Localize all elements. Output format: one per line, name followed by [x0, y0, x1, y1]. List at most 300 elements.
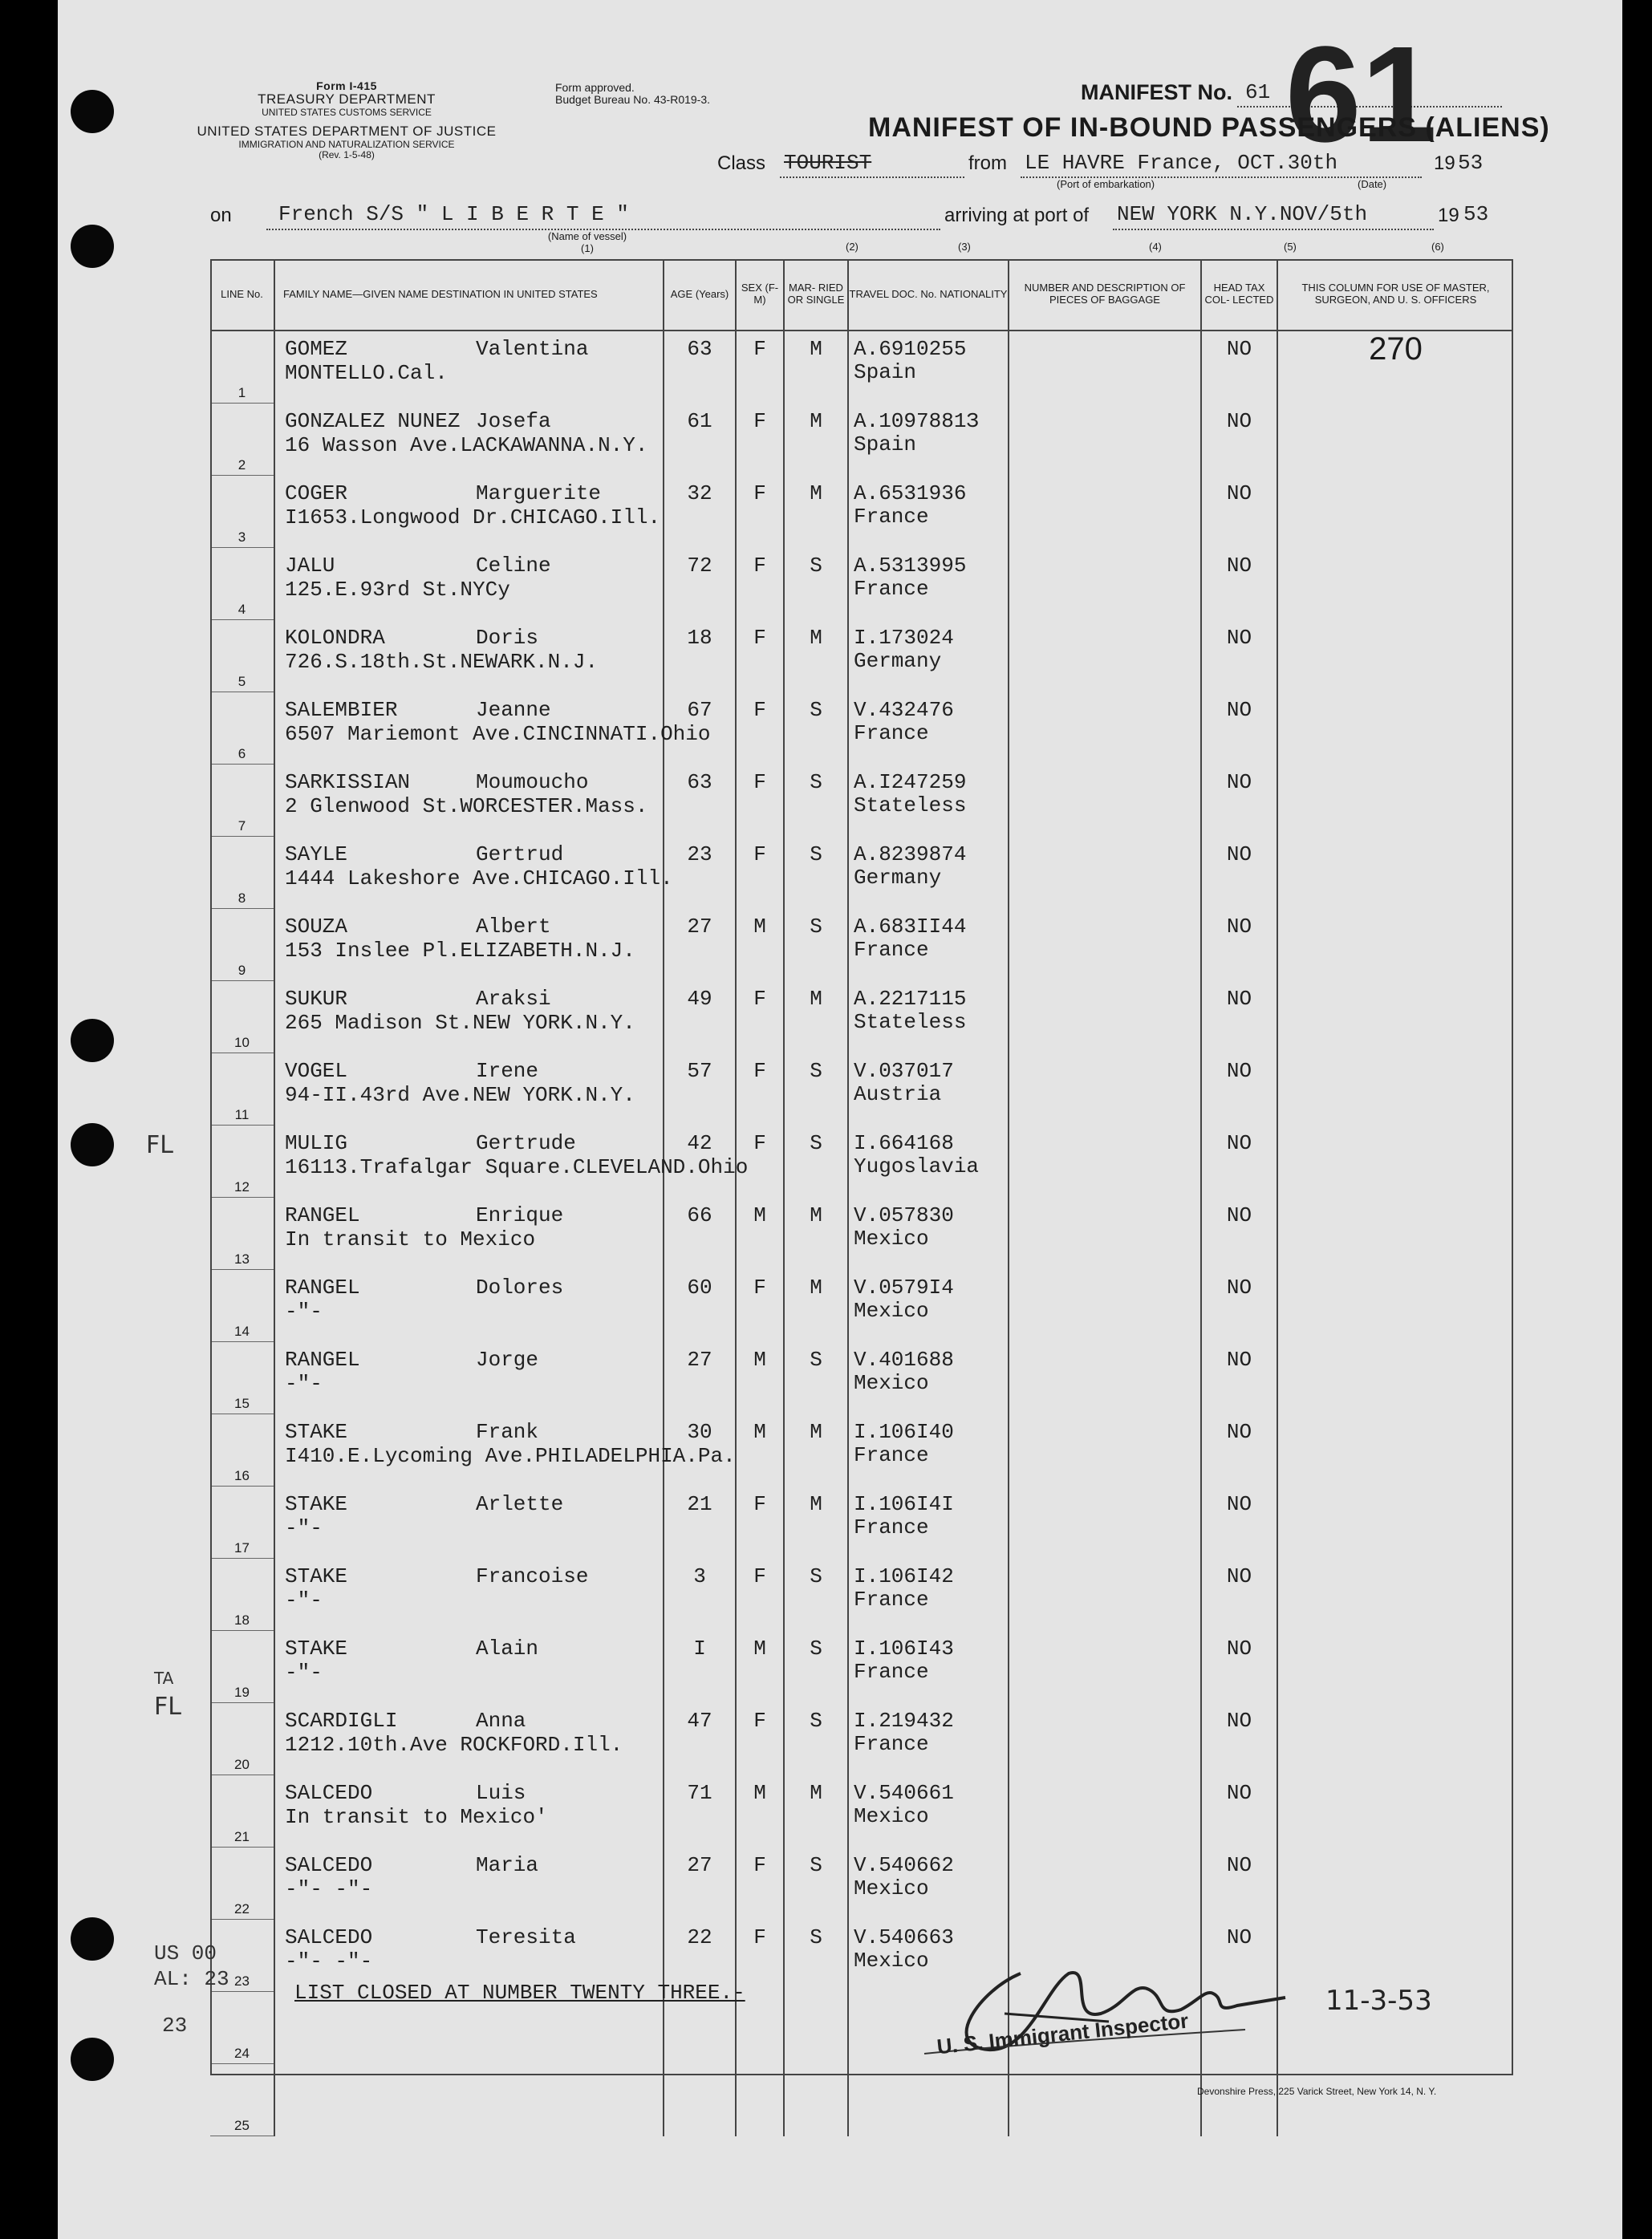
sex: F: [753, 553, 766, 578]
marital-status: S: [810, 1636, 822, 1661]
age: 27: [687, 1852, 712, 1877]
passenger-table: [210, 259, 1513, 2136]
col-line-no: LINE No.: [210, 259, 274, 331]
head-tax: NO: [1226, 1491, 1252, 1516]
marital-status: S: [810, 553, 822, 578]
travel-doc: V.057830: [854, 1203, 954, 1227]
table-row: [210, 1342, 1513, 1414]
remarks: [1277, 1559, 1513, 1631]
line-number: 16: [210, 1414, 274, 1487]
line-number: 19: [210, 1631, 274, 1703]
line-number: 5: [210, 620, 274, 692]
col-travel-doc: TRAVEL DOC. No. NATIONALITY: [848, 259, 1009, 331]
name-cell: [274, 331, 664, 404]
age: 57: [687, 1058, 712, 1083]
binder-hole: [71, 1917, 114, 1961]
sex: M: [753, 1780, 766, 1805]
age: 63: [687, 769, 712, 794]
family-name: STAKE: [285, 1636, 348, 1661]
line-number: 3: [210, 476, 274, 548]
marital-status: S: [810, 914, 822, 939]
family-name: STAKE: [285, 1419, 348, 1444]
sex: F: [753, 481, 766, 505]
age: [664, 2064, 735, 2071]
margin-stamp-2: AL: 23: [154, 1967, 229, 1991]
head-tax: NO: [1226, 1130, 1252, 1155]
family-name: COGER: [285, 481, 348, 505]
nationality: Mexico: [854, 1803, 929, 1828]
sex: F: [753, 1491, 766, 1516]
baggage-cell: [1009, 1848, 1201, 1920]
inspector-signature: [908, 1941, 1518, 2078]
table-row: [210, 404, 1513, 476]
marital-status: S: [810, 1925, 822, 1949]
table-row: [210, 1053, 1513, 1126]
year1-prefix: 19: [1434, 152, 1455, 174]
age: 60: [687, 1275, 712, 1300]
name-cell: [274, 765, 664, 837]
age: 23: [687, 842, 712, 866]
nationality: Yugoslavia: [854, 1154, 980, 1178]
given-name: Albert: [476, 914, 551, 939]
nationality: Mexico: [854, 1948, 929, 1973]
head-tax: NO: [1226, 1925, 1252, 1949]
travel-doc: A.6910255: [854, 337, 967, 361]
manifest-title: MANIFEST OF IN-BOUND PASSENGERS (ALIENS): [868, 112, 1550, 143]
line-number: 4: [210, 548, 274, 620]
baggage-cell: [1009, 1053, 1201, 1126]
destination: 125.E.93rd St.NYCy: [285, 577, 510, 602]
name-cell: [274, 1559, 664, 1631]
nationality: France: [854, 1442, 929, 1467]
head-tax: NO: [1226, 1419, 1252, 1444]
marital-status: M: [810, 986, 822, 1011]
travel-doc: A.2217115: [854, 986, 967, 1011]
line-number: 11: [210, 1053, 274, 1126]
remarks: [1277, 981, 1513, 1053]
remarks: [1277, 404, 1513, 476]
treasury-dept: TREASURY DEPARTMENT: [258, 91, 436, 107]
age: 42: [687, 1130, 712, 1155]
line-number: 18: [210, 1559, 274, 1631]
age: 63: [687, 337, 712, 361]
destination: 6507 Mariemont Ave.CINCINNATI.Ohio: [285, 721, 711, 746]
name-cell: [274, 620, 664, 692]
age: 49: [687, 986, 712, 1011]
vessel-caption: [531, 230, 643, 254]
nationality: Stateless: [854, 1009, 967, 1034]
given-name: Maria: [476, 1852, 539, 1877]
head-tax: NO: [1226, 1708, 1252, 1733]
baggage-cell: [1009, 1270, 1201, 1342]
given-name: Alain: [476, 1636, 539, 1661]
name-cell: [274, 476, 664, 548]
given-name: Irene: [476, 1058, 539, 1083]
sex: F: [753, 1708, 766, 1733]
given-name: Enrique: [476, 1203, 564, 1227]
customs-service: UNITED STATES CUSTOMS SERVICE: [262, 107, 432, 119]
sex: M: [753, 1636, 766, 1661]
travel-doc: A.5313995: [854, 553, 967, 578]
baggage-cell: [1009, 981, 1201, 1053]
marital-status: M: [810, 337, 822, 361]
sex: F: [753, 625, 766, 650]
marital-status: M: [810, 1203, 822, 1227]
col-name: FAMILY NAME—GIVEN NAME DESTINATION IN UNITED STATES: [274, 259, 664, 331]
given-name: Teresita: [476, 1925, 576, 1949]
head-tax: NO: [1226, 481, 1252, 505]
name-cell: [274, 2064, 664, 2136]
sex: M: [753, 1419, 766, 1444]
family-name: SCARDIGLI: [285, 1708, 398, 1733]
travel-doc: A.1097881З: [854, 408, 980, 433]
travel-doc: I.106I42: [854, 1564, 954, 1588]
year1-suffix: 53: [1458, 151, 1484, 175]
travel-doc: A.683II44: [854, 914, 967, 939]
port-caption: (Port of embarkation): [1057, 178, 1155, 190]
remarks: [1277, 765, 1513, 837]
given-name: Araksi: [476, 986, 551, 1011]
table-row: [210, 765, 1513, 837]
sex: F: [753, 1275, 766, 1300]
family-name: STAKE: [285, 1564, 348, 1588]
travel-doc: V.432476: [854, 697, 954, 722]
year2-suffix: 53: [1463, 202, 1489, 226]
destination: 2 Glenwood St.WORCESTER.Mass.: [285, 793, 648, 818]
given-name: Gertrude: [476, 1130, 576, 1155]
travel-doc: I.219432: [854, 1708, 954, 1733]
remarks: [1277, 476, 1513, 548]
age: 27: [687, 1347, 712, 1372]
destination: 153 Inslee Pl.ELIZABETH.N.J.: [285, 938, 635, 963]
table-row: [210, 692, 1513, 765]
inspector-title: U. S. Immigrant Inspector: [936, 2008, 1190, 2059]
col-no-4: (4): [1149, 241, 1162, 253]
binder-hole: [71, 2038, 114, 2081]
destination: -"- -"-: [285, 1876, 373, 1901]
family-name: MULIG: [285, 1130, 348, 1155]
col-sex: SEX (F-M): [736, 259, 784, 331]
name-cell: [274, 1053, 664, 1126]
line-number: 8: [210, 837, 274, 909]
baggage-cell: [1009, 476, 1201, 548]
given-name: Valentina: [476, 337, 589, 361]
travel-doc: A.8239874: [854, 842, 967, 866]
vessel-caption-no: (1): [581, 242, 594, 254]
sex: M: [753, 914, 766, 939]
table-row: [210, 1414, 1513, 1487]
name-cell: [274, 1487, 664, 1559]
table-row: [210, 837, 1513, 909]
given-name: Josefa: [476, 408, 551, 433]
remarks: [1277, 548, 1513, 620]
nationality: France: [854, 504, 929, 529]
arriving-value: NEW YORK N.Y.NOV/5th: [1117, 202, 1368, 226]
sex: F: [753, 1564, 766, 1588]
table-row: [210, 1126, 1513, 1198]
margin-stamp-1: US 00: [154, 1941, 217, 1965]
marital-status: M: [810, 625, 822, 650]
head-tax: NO: [1226, 625, 1252, 650]
margin-fl-1: FL: [146, 1131, 173, 1159]
name-cell: [274, 548, 664, 620]
table-row: [210, 1631, 1513, 1703]
col-married: MAR- RIED OR SINGLE: [784, 259, 848, 331]
nationality: Germany: [854, 865, 942, 890]
line-number: 7: [210, 765, 274, 837]
remarks: [1277, 1487, 1513, 1559]
nationality: France: [854, 937, 929, 962]
table-row: [210, 620, 1513, 692]
remarks: [1277, 1342, 1513, 1414]
baggage-cell: [1009, 1126, 1201, 1198]
given-name: Luis: [476, 1780, 526, 1805]
table-row: [210, 1487, 1513, 1559]
approved-line: Form approved.: [555, 81, 635, 94]
marital-status: S: [810, 1564, 822, 1588]
remarks: [1277, 1414, 1513, 1487]
col-no-2: (2): [846, 241, 858, 253]
col-baggage: NUMBER AND DESCRIPTION OF PIECES OF BAGGAGE: [1009, 259, 1201, 331]
line-number: 23: [210, 1920, 274, 1992]
head-tax: NO: [1226, 842, 1252, 866]
from-value: LE HAVRE France, OCT.30th: [1025, 151, 1338, 175]
age: 3: [693, 1564, 706, 1588]
destination: 1444 Lakeshore Ave.CHICAGO.Ill.: [285, 866, 673, 890]
destination: 16113.Trafalgar Square.CLEVELAND.Ohio: [285, 1154, 749, 1179]
given-name: Moumoucho: [476, 769, 589, 794]
sex: M: [753, 1203, 766, 1227]
travel-doc: V.540663: [854, 1925, 954, 1949]
given-name: Frank: [476, 1419, 539, 1444]
list-closed-text: LIST CLOSED AT NUMBER TWENTY THREE.-: [294, 1981, 745, 2005]
baggage-cell: [1009, 548, 1201, 620]
nationality: France: [854, 1587, 929, 1612]
justice-dept: UNITED STATES DEPARTMENT OF JUSTICE: [197, 124, 497, 140]
family-name: SALCEDO: [285, 1780, 373, 1805]
destination: -"-: [285, 1515, 323, 1540]
line-number: 24: [210, 1992, 274, 2064]
age: 22: [687, 1925, 712, 1949]
remarks: 270: [1369, 331, 1423, 367]
line-number: 21: [210, 1775, 274, 1848]
nationality: Mexico: [854, 1298, 929, 1323]
ins-service: IMMIGRATION AND NATURALIZATION SERVICE: [238, 138, 455, 150]
table-row: [210, 1559, 1513, 1631]
table-row: [210, 1198, 1513, 1270]
sex: M: [753, 1347, 766, 1372]
nationality: France: [854, 1659, 929, 1684]
arriving-dots: [1113, 229, 1434, 230]
baggage-cell: [1009, 1198, 1201, 1270]
binder-hole: [71, 225, 114, 268]
table-row: [210, 331, 1513, 404]
nationality: France: [854, 1515, 929, 1539]
given-name: Jorge: [476, 1347, 539, 1372]
name-cell: [274, 1631, 664, 1703]
head-tax: NO: [1226, 986, 1252, 1011]
col-head-tax: HEAD TAX COL- LECTED: [1201, 259, 1277, 331]
given-name: Jeanne: [476, 697, 551, 722]
nationality: France: [854, 1731, 929, 1756]
family-name: STAKE: [285, 1491, 348, 1516]
destination: -"-: [285, 1371, 323, 1396]
line-number: 20: [210, 1703, 274, 1775]
line-number: 17: [210, 1487, 274, 1559]
form-header-left: [194, 80, 499, 160]
name-cell: [274, 1270, 664, 1342]
marital-status: S: [810, 1708, 822, 1733]
travel-doc: I.173024: [854, 625, 954, 650]
baggage-cell: [1009, 331, 1201, 404]
remarks: [1277, 1126, 1513, 1198]
remarks: [1277, 837, 1513, 909]
baggage-cell: [1009, 1342, 1201, 1414]
family-name: RANGEL: [285, 1275, 360, 1300]
marital-status: M: [810, 1275, 822, 1300]
family-name: SALEMBIER: [285, 697, 398, 722]
line-number: 25: [210, 2064, 274, 2136]
table-row: [210, 548, 1513, 620]
head-tax: NO: [1226, 337, 1252, 361]
nationality: Mexico: [854, 1876, 929, 1900]
nationality: France: [854, 576, 929, 601]
name-cell: [274, 404, 664, 476]
age: 21: [687, 1491, 712, 1516]
marital-status: [785, 1992, 847, 1998]
sex: F: [753, 1925, 766, 1949]
remarks: [1277, 1053, 1513, 1126]
destination: In transit to Mexico: [285, 1227, 536, 1251]
given-name: Arlette: [476, 1491, 564, 1516]
destination: 94-II.43rd Ave.NEW YORK.N.Y.: [285, 1082, 635, 1107]
marital-status: M: [810, 408, 822, 433]
remarks: [1277, 1631, 1513, 1703]
marital-status: S: [810, 769, 822, 794]
vessel-caption-text: (Name of vessel): [547, 230, 627, 242]
marital-status: S: [810, 1058, 822, 1083]
line-number: 1: [210, 331, 274, 404]
baggage-cell: [1009, 1559, 1201, 1631]
destination: In transit to Mexico': [285, 1804, 548, 1829]
table-row: [210, 1270, 1513, 1342]
remarks: [1277, 1775, 1513, 1848]
margin-fl-2: FL: [154, 1693, 181, 1721]
marital-status: S: [810, 842, 822, 866]
nationality: Mexico: [854, 1370, 929, 1395]
baggage-cell: [1009, 620, 1201, 692]
age: I: [693, 1636, 706, 1661]
year2-prefix: 19: [1438, 205, 1459, 226]
head-tax: NO: [1226, 553, 1252, 578]
sex: F: [753, 697, 766, 722]
binder-hole: [71, 1123, 114, 1166]
binder-hole: [71, 1019, 114, 1062]
age: 30: [687, 1419, 712, 1444]
baggage-cell: [1009, 1631, 1201, 1703]
printer-footer: Devonshire Press, 225 Varick Street, New York 14, N. Y.: [1197, 2086, 1437, 2097]
age: 61: [687, 408, 712, 433]
name-cell: [274, 909, 664, 981]
head-tax: NO: [1226, 1564, 1252, 1588]
head-tax: NO: [1226, 1852, 1252, 1877]
destination: I410.E.Lycoming Ave.PHILADELPHIA.Pa.: [285, 1443, 736, 1468]
head-tax: NO: [1226, 914, 1252, 939]
col-no-3: (3): [958, 241, 971, 253]
travel-doc: I.664168: [854, 1130, 954, 1155]
name-cell: [274, 1703, 664, 1775]
family-name: RANGEL: [285, 1203, 360, 1227]
sex: F: [753, 1852, 766, 1877]
age: 32: [687, 481, 712, 505]
family-name: SARKISSIAN: [285, 769, 411, 794]
head-tax: NO: [1226, 697, 1252, 722]
name-cell: [274, 837, 673, 909]
remarks: [1277, 1703, 1513, 1775]
destination: MONTELLO.Cal.: [285, 361, 448, 385]
destination: 726.S.18th.St.NEWARK.N.J.: [285, 649, 599, 674]
baggage-cell: [1009, 909, 1201, 981]
travel-doc: V.540662: [854, 1852, 954, 1877]
given-name: Dolores: [476, 1275, 564, 1300]
age: 27: [687, 914, 712, 939]
age: 18: [687, 625, 712, 650]
line-number: 15: [210, 1342, 274, 1414]
marital-status: S: [810, 1347, 822, 1372]
marital-status: S: [810, 1852, 822, 1877]
head-tax: NO: [1226, 1636, 1252, 1661]
table-row: [210, 476, 1513, 548]
col-remarks: THIS COLUMN FOR USE OF MASTER, SURGEON, AND U. S. OFFICERS: [1277, 259, 1513, 331]
baggage-cell: [1009, 692, 1201, 765]
destination: 265 Madison St.NEW YORK.N.Y.: [285, 1010, 635, 1035]
head-tax: NO: [1226, 1275, 1252, 1300]
line-number: 6: [210, 692, 274, 765]
remarks: [1277, 1198, 1513, 1270]
family-name: GOMEZ: [285, 337, 348, 361]
margin-ta: TA: [154, 1669, 174, 1688]
vessel-value: French S/S " L I B E R T E ": [278, 202, 629, 226]
travel-doc: I.106I4I: [854, 1491, 954, 1516]
line-number: 10: [210, 981, 274, 1053]
sex: F: [753, 986, 766, 1011]
nationality: Mexico: [854, 1226, 929, 1251]
marital-status: M: [810, 1491, 822, 1516]
line-number: 12: [210, 1126, 274, 1198]
travel-doc: V.0579I4: [854, 1275, 954, 1300]
manifest-page: [58, 0, 1622, 2239]
baggage-cell: [1009, 765, 1201, 837]
binder-hole: [71, 90, 114, 133]
col-no-5: (5): [1284, 241, 1297, 253]
destination: -"- -"-: [285, 1949, 373, 1973]
remarks: [1277, 620, 1513, 692]
family-name: SAYLE: [285, 842, 348, 866]
family-name: SOUZA: [285, 914, 348, 939]
table-row: [210, 1848, 1513, 1920]
date-caption: (Date): [1358, 178, 1387, 190]
head-tax: NO: [1226, 1203, 1252, 1227]
revision: (Rev. 1-5-48): [319, 149, 375, 161]
remarks: [1277, 692, 1513, 765]
table-row: [210, 1703, 1513, 1775]
destination: 16 Wasson Ave.LACKAWANNA.N.Y.: [285, 432, 648, 457]
nationality: Spain: [854, 432, 917, 456]
age: 71: [687, 1780, 712, 1805]
sex: F: [753, 408, 766, 433]
travel-doc: V.037017: [854, 1058, 954, 1083]
head-tax: NO: [1226, 1347, 1252, 1372]
